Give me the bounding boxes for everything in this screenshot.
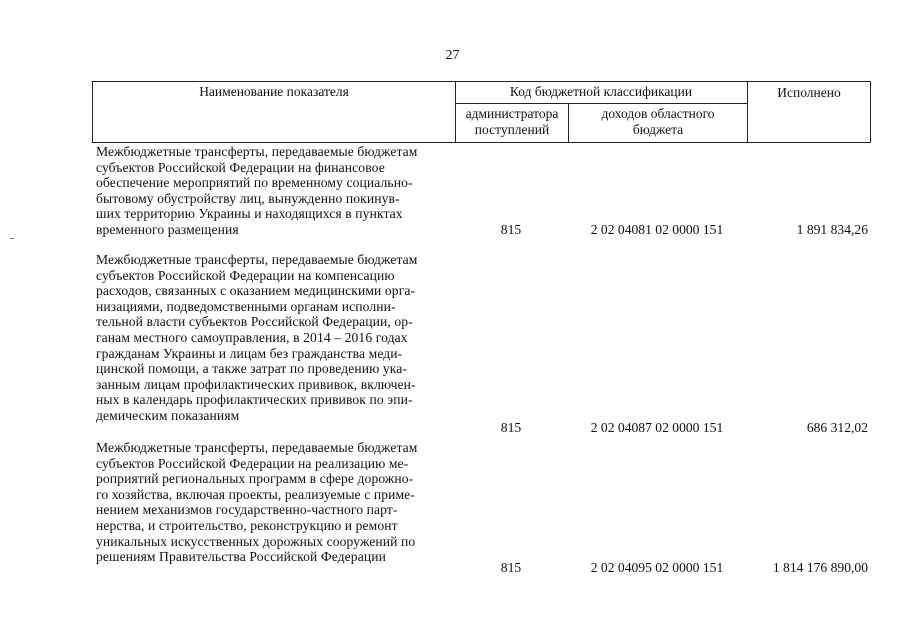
header-subdivider xyxy=(455,103,747,104)
header-name-column: Наименование показателя xyxy=(199,84,349,99)
row-indicator-name: Межбюджетные трансферты, передаваемые бюджетам субъектов Российской Федерации на реализацию ме- роприятий региональных программ в сфере дорожно- го хозяйства, включая проекты, реализуемые с приме- нением механизмов государственно-частного парт- нерства, и строительство, реконструкцию и ремонт уникальных искусственных дорожных сооружений по решениям Правительства Российской Федерации xyxy=(96,440,418,565)
row-admin-code: 815 xyxy=(500,222,522,237)
header-executed-column: Исполнено xyxy=(777,85,841,100)
header-admin-column: администратора поступлений xyxy=(465,106,559,137)
row-admin-code: 815 xyxy=(500,560,522,575)
row-amount: 686 312,02 xyxy=(806,420,868,435)
row-income-code: 2 02 04087 02 0000 151 xyxy=(590,420,724,435)
page-number: 27 xyxy=(445,48,460,63)
header-code-group: Код бюджетной классификации xyxy=(509,84,693,99)
header-income-column: доходов областного бюджета xyxy=(601,106,715,137)
margin-mark xyxy=(10,238,14,239)
row-amount: 1 891 834,26 xyxy=(796,222,868,237)
table-header xyxy=(92,81,871,143)
row-admin-code: 815 xyxy=(500,420,522,435)
row-indicator-name: Межбюджетные трансферты, передаваемые бюджетам субъектов Российской Федерации на финансовое обеспечение мероприятий по временному социально- бытовому обустройству лиц, вынужденно покинув- ших территорию Украины и находящихся в пунктах временного размещения xyxy=(96,144,418,237)
row-income-code: 2 02 04095 02 0000 151 xyxy=(590,560,724,575)
row-amount: 1 814 176 890,00 xyxy=(772,560,868,575)
row-indicator-name: Межбюджетные трансферты, передаваемые бюджетам субъектов Российской Федерации на компенсацию расходов, связанных с оказанием медицинскими орга- низациями, подведомственными органам исполни- тельной власти субъектов Российской Федерации, ор- ганам местного самоуправления, в 2014 – 2016 годах гражданам Украины и лицам без гражданства меди- цинской помощи, а также затрат по проведению ука- занным лицам профилактических прививок, включен- ных в календарь профилактических прививок по эпи- демическим показаниям xyxy=(96,252,418,423)
row-income-code: 2 02 04081 02 0000 151 xyxy=(590,222,724,237)
